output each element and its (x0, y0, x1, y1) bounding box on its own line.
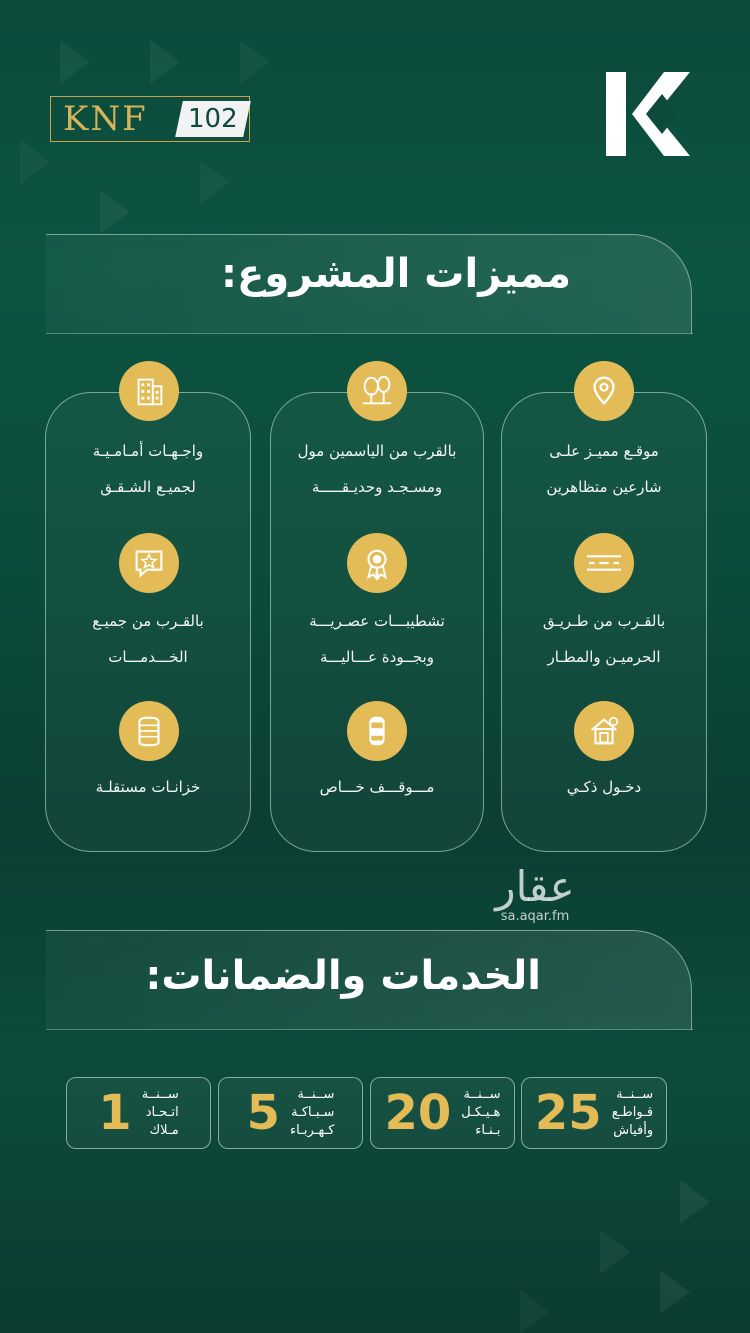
company-logo (602, 68, 694, 160)
warranty-line: مـلاك (149, 1123, 179, 1138)
feature-private-parking (281, 769, 473, 805)
warranty-20-years (370, 1077, 515, 1149)
feature-line: بالقرب من الياسمين مول (297, 442, 457, 460)
feature-finishing (281, 603, 473, 675)
quality-badge-icon (347, 533, 407, 593)
feature-line: تشطيبـــات عصـريـــة (309, 612, 445, 630)
features-header (46, 234, 692, 334)
location-pin-icon (574, 361, 634, 421)
warranty-details (142, 1086, 179, 1140)
road-icon (574, 533, 634, 593)
warranty-1-year (66, 1077, 211, 1149)
feature-line: مـــوقـــف خـــاص (319, 778, 435, 796)
smart-home-icon (574, 701, 634, 761)
project-number-tag (175, 101, 251, 137)
project-name: KNF (63, 99, 148, 139)
services-title: الخدمات والضمانات: (145, 953, 541, 999)
feature-nearby-mall (281, 433, 473, 505)
warranty-details (612, 1086, 653, 1140)
warranty-unit: ســنــة (616, 1087, 654, 1102)
feature-line: دخـول ذكـي (566, 778, 642, 796)
warranty-line: وأفياش (613, 1123, 654, 1138)
aqar-watermark (475, 864, 595, 934)
watermark-domain: sa.aqar.fm (500, 909, 570, 924)
services-header (46, 930, 692, 1030)
feature-nearby-services (56, 603, 240, 675)
warranty-number: 5 (246, 1085, 280, 1141)
warranty-line: سـبـاكـة (291, 1105, 335, 1120)
feature-line: الحرميـن والمطـار (547, 648, 661, 666)
feature-line: ومسـجـد وحديـقـــــة (311, 478, 443, 496)
star-chat-icon (119, 533, 179, 593)
feature-line: خزانـات مستقلـة (95, 778, 201, 796)
feature-column-amenities (270, 392, 484, 852)
warranty-details (461, 1086, 500, 1140)
feature-front-facades (56, 433, 240, 505)
feature-location (512, 433, 696, 505)
feature-line: بالقـرب من جميـع (92, 612, 204, 630)
warranty-line: قـواطـع (611, 1105, 654, 1120)
feature-line: شارعين متظاهرين (546, 478, 662, 496)
warranty-line: بـنـاء (475, 1123, 501, 1138)
feature-independent-tanks (56, 769, 240, 805)
warranty-unit: ســنــة (297, 1087, 335, 1102)
project-badge (50, 96, 250, 142)
feature-line: لجميـع الشـقـق (100, 478, 196, 496)
project-number: 102 (188, 104, 238, 134)
feature-smart-entry (512, 769, 696, 805)
warranty-number: 1 (98, 1085, 132, 1141)
feature-road-access (512, 603, 696, 675)
trees-icon (347, 361, 407, 421)
warranty-unit: ســنــة (141, 1087, 179, 1102)
feature-column-location (501, 392, 707, 852)
feature-line: وبجــودة عـــاليـــة (320, 648, 434, 666)
warranty-details (290, 1086, 334, 1140)
building-icon (119, 361, 179, 421)
warranty-5-years (218, 1077, 363, 1149)
feature-line: واجـهـات أمـامـيـة (92, 442, 204, 460)
water-tank-icon (119, 701, 179, 761)
features-title: مميزات المشروع: (221, 251, 571, 297)
feature-line: موقـع مميـز علـى (549, 442, 659, 460)
warranty-line: كـهـربـاء (289, 1123, 335, 1138)
warranty-number: 25 (534, 1085, 602, 1141)
feature-line: بالقـرب من طـريـق (542, 612, 666, 630)
warranty-unit: ســنــة (463, 1087, 501, 1102)
warranty-number: 20 (384, 1085, 452, 1141)
feature-column-building (45, 392, 251, 852)
feature-line: الخـــدمـــات (108, 648, 188, 666)
warranty-line: هـيـكـل (461, 1105, 501, 1120)
car-icon (347, 701, 407, 761)
watermark-arabic: عقار (495, 862, 575, 911)
warranty-line: اتـحـاد (145, 1105, 179, 1120)
warranty-25-years (521, 1077, 667, 1149)
